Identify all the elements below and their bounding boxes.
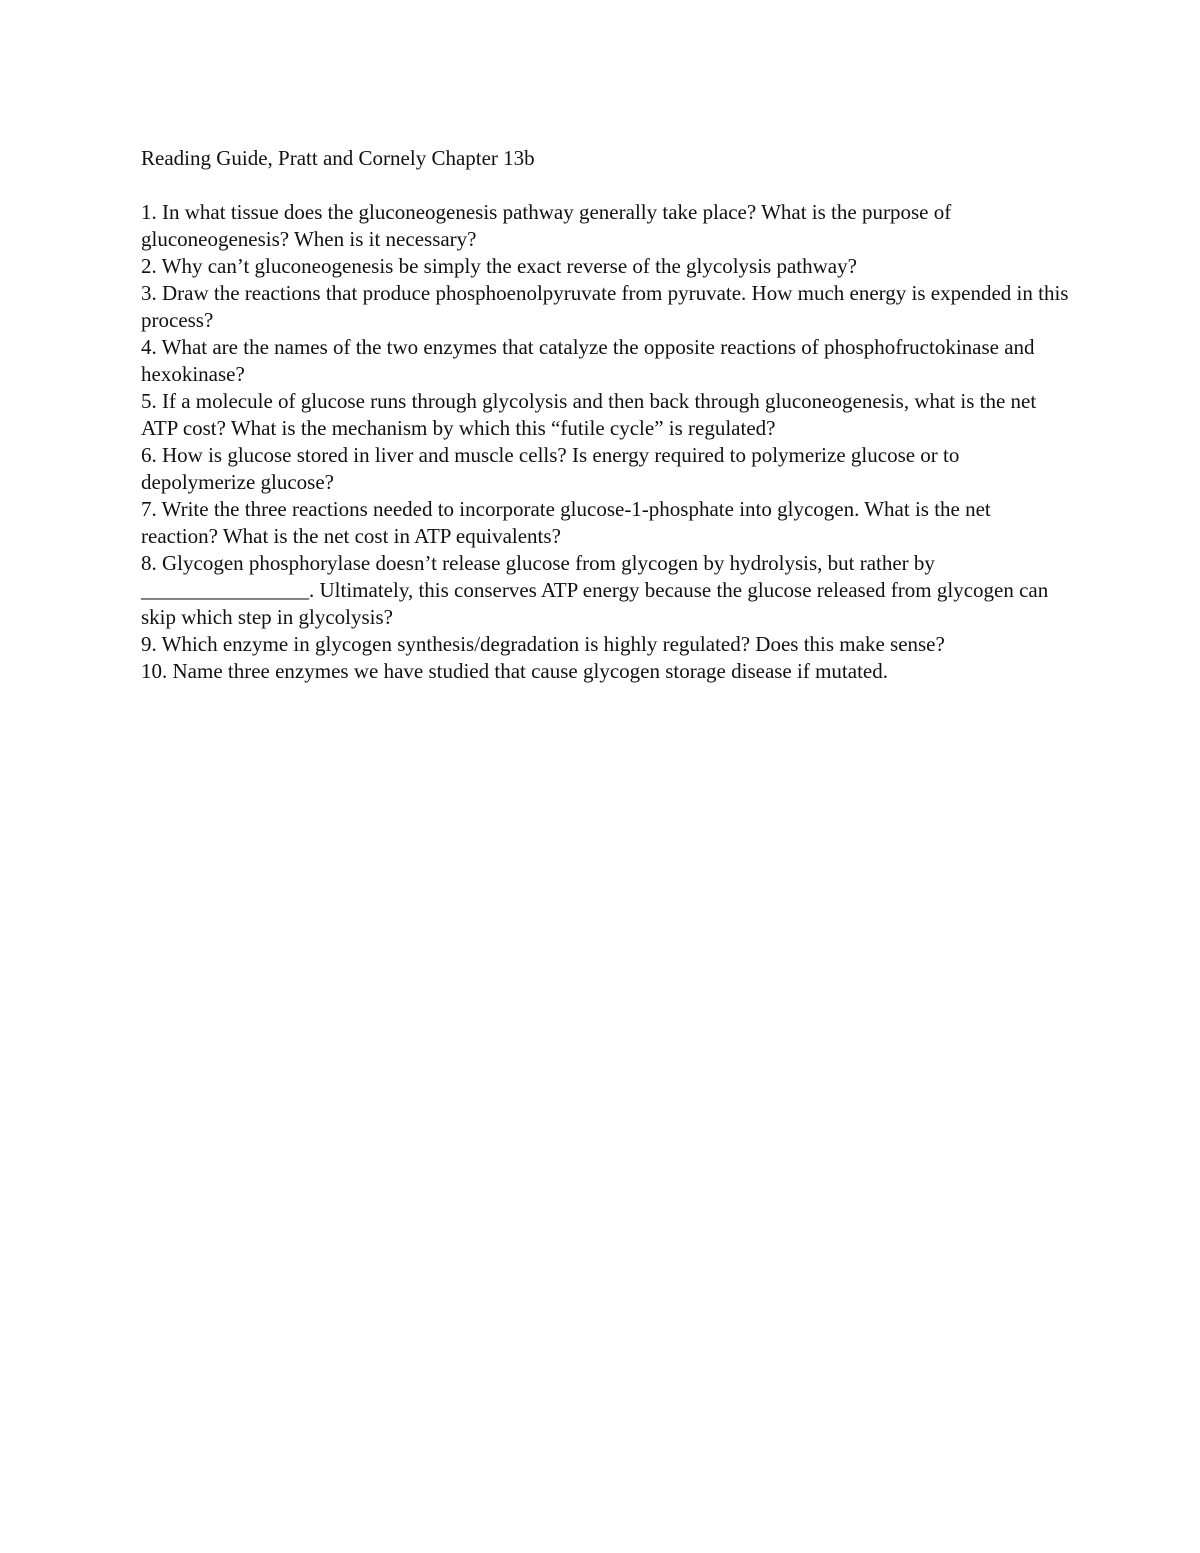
question-4: 4. What are the names of the two enzymes that catalyze the opposite reactions of phosphofructokinase and hexokinase? xyxy=(141,335,1035,386)
question-6: 6. How is glucose stored in liver and muscle cells? Is energy required to polymerize glucose or to depolymerize glucose? xyxy=(141,443,960,494)
document-title: Reading Guide, Pratt and Cornely Chapter 13b xyxy=(141,146,535,170)
question-7: 7. Write the three reactions needed to incorporate glucose-1-phosphate into glycogen. What is the net reaction? What is the net cost in ATP equivalents? xyxy=(141,497,991,548)
question-list xyxy=(141,199,1071,685)
document-content xyxy=(141,145,1071,685)
question-5: 5. If a molecule of glucose runs through glycolysis and then back through gluconeogenesis, what is the net ATP cost? What is the mechanism by which this “futile cycle” is regulated? xyxy=(141,389,1037,440)
question-1: 1. In what tissue does the gluconeogenesis pathway generally take place? What is the purpose of gluconeogenesis? When is it necessary? xyxy=(141,200,952,251)
question-2: 2. Why can’t gluconeogenesis be simply the exact reverse of the glycolysis pathway? xyxy=(141,254,857,278)
question-9: 9. Which enzyme in glycogen synthesis/degradation is highly regulated? Does this make sense? xyxy=(141,632,945,656)
question-10: 10. Name three enzymes we have studied that cause glycogen storage disease if mutated. xyxy=(141,659,888,683)
question-3: 3. Draw the reactions that produce phosphoenolpyruvate from pyruvate. How much energy is expended in this process? xyxy=(141,281,1069,332)
question-8: 8. Glycogen phosphorylase doesn’t release glucose from glycogen by hydrolysis, but rather by ________________. Ultimately, this conserves ATP energy because the glucose released from glycogen can skip which step in glycolysis? xyxy=(141,551,1049,629)
